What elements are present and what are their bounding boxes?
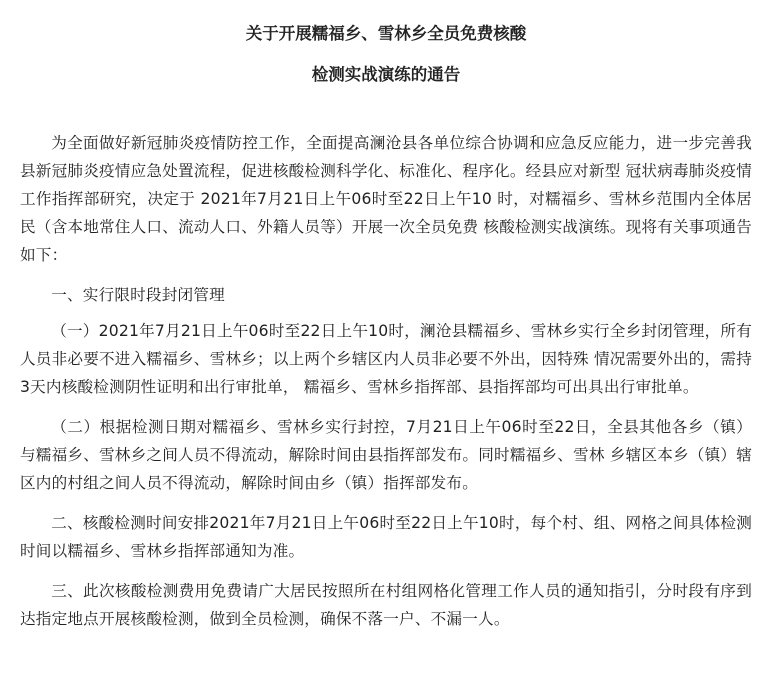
paragraph-testing-schedule: 二、核酸检测时间安排2021年7月21日上午06时至22日上午10时，每个村、组、网格之间具体检测时间以糯福乡、雪林乡指挥部通知为准。	[20, 514, 752, 560]
paragraph-item-2: （二）根据检测日期对糯福乡、雪林乡实行封控，7月21日上午06时至22日，全县其他各乡（镇）与糯福乡、雪林乡之间人员不得流动，解除时间由县指挥部发布。同时糯福乡、雪林 乡辖区本乡（镇）辖区内的村组之间人员不得流动，解除时间由乡（镇）指挥部发布。	[20, 418, 752, 492]
paragraph-free-testing: 三、此次核酸检测费用免费请广大居民按照所在村组网格化管理工作人员的通知指引，分时段有序到达指定地点开展核酸检测，做到全员检测，确保不落一户、不漏一人。	[20, 582, 752, 628]
paragraph-item-1: （一）2021年7月21日上午06时至22日上午10时，澜沧县糯福乡、雪林乡实行全乡封闭管理，所有人员非必要不进入糯福乡、雪林乡；以上两个乡辖区内人员非必要不外出，因特殊 情况需要外出的，需持3天内核酸检测阴性证明和出行审批单， 糯福乡、雪林乡指挥部、县指挥部均可出具出行审批单。	[20, 322, 752, 396]
document-title-line-1: 关于开展糯福乡、雪林乡全员免费核酸	[245, 24, 527, 43]
intro-paragraph: 为全面做好新冠肺炎疫情防控工作，全面提高澜沧县各单位综合协调和应急反应能力，进一步完善我县新冠肺炎疫情应急处置流程，促进核酸检测科学化、标准化、程序化。经县应对新型 冠状病毒肺炎疫情工作指挥部研究，决定于 2021年7月21日上午06时至22日上午10 时，对糯福乡、雪林乡范围内全体居民（含本地常住人口、流动人口、外籍人员等）开展一次全员免费 核酸检测实战演练。现将有关事项通告如下：	[20, 134, 752, 264]
document-body	[20, 129, 752, 633]
document-title-line-2: 检测实战演练的通告	[311, 65, 461, 84]
section-heading-closed-management: 一、实行限时段封闭管理	[51, 286, 225, 304]
